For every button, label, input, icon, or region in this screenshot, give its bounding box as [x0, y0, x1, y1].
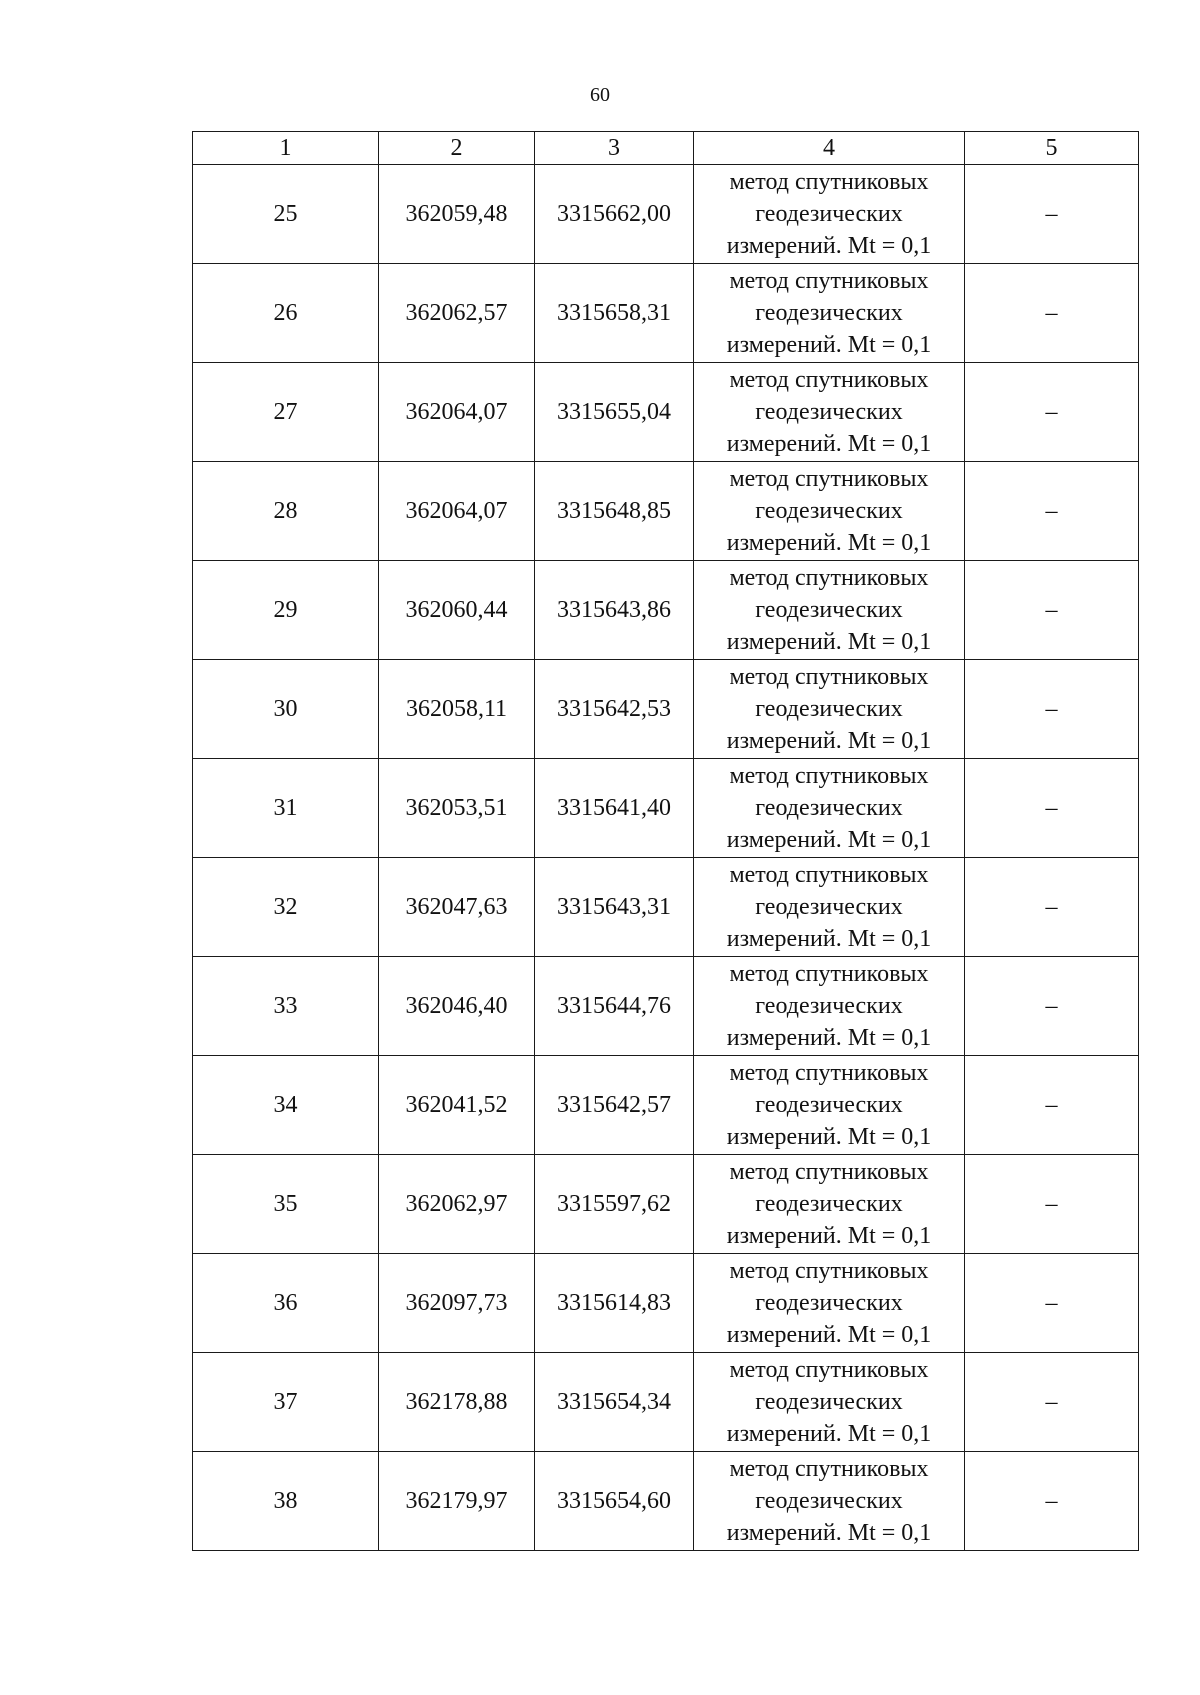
table-row: [193, 858, 1139, 957]
y-coordinate-cell: 3315641,40: [535, 759, 694, 858]
table-body: [193, 165, 1139, 1551]
x-coordinate-cell: 362046,40: [379, 957, 535, 1056]
y-coordinate-cell: 3315643,86: [535, 561, 694, 660]
y-coordinate-cell: 3315642,57: [535, 1056, 694, 1155]
note-cell: –: [965, 858, 1139, 957]
x-coordinate-cell: 362062,97: [379, 1155, 535, 1254]
point-number-cell: 37: [193, 1353, 379, 1452]
point-number-cell: 35: [193, 1155, 379, 1254]
method-cell: [694, 1155, 965, 1254]
x-coordinate-cell: 362097,73: [379, 1254, 535, 1353]
note-cell: –: [965, 1155, 1139, 1254]
table-row: [193, 759, 1139, 858]
column-header-5: 5: [965, 132, 1139, 165]
table-row: [193, 660, 1139, 759]
method-cell: [694, 858, 965, 957]
table-row: [193, 462, 1139, 561]
note-cell: –: [965, 957, 1139, 1056]
method-line: измерений. Mt = 0,1: [726, 233, 932, 259]
method-line: геодезических: [755, 498, 903, 524]
table-row: [193, 1056, 1139, 1155]
note-cell: –: [965, 1056, 1139, 1155]
method-line: метод спутниковых: [729, 169, 929, 195]
table-row: [193, 957, 1139, 1056]
x-coordinate-cell: 362178,88: [379, 1353, 535, 1452]
method-line: геодезических: [755, 1092, 903, 1118]
method-line: измерений. Mt = 0,1: [726, 827, 932, 853]
table-row: [193, 1155, 1139, 1254]
method-line: геодезических: [755, 399, 903, 425]
y-coordinate-cell: 3315662,00: [535, 165, 694, 264]
method-cell: [694, 561, 965, 660]
note-cell: –: [965, 264, 1139, 363]
column-header-1: 1: [193, 132, 379, 165]
x-coordinate-cell: 362060,44: [379, 561, 535, 660]
point-number-cell: 29: [193, 561, 379, 660]
note-cell: –: [965, 1353, 1139, 1452]
method-line: измерений. Mt = 0,1: [726, 1124, 932, 1150]
point-number-cell: 31: [193, 759, 379, 858]
method-line: метод спутниковых: [729, 961, 929, 987]
method-line: измерений. Mt = 0,1: [726, 332, 932, 358]
method-cell: [694, 363, 965, 462]
method-line: метод спутниковых: [729, 1357, 929, 1383]
column-header-2: 2: [379, 132, 535, 165]
method-line: метод спутниковых: [729, 466, 929, 492]
note-cell: –: [965, 462, 1139, 561]
method-line: геодезических: [755, 300, 903, 326]
method-cell: [694, 957, 965, 1056]
x-coordinate-cell: 362047,63: [379, 858, 535, 957]
x-coordinate-cell: 362058,11: [379, 660, 535, 759]
note-cell: –: [965, 561, 1139, 660]
method-cell: [694, 1452, 965, 1551]
method-cell: [694, 1056, 965, 1155]
point-number-cell: 25: [193, 165, 379, 264]
y-coordinate-cell: 3315658,31: [535, 264, 694, 363]
method-line: метод спутниковых: [729, 1159, 929, 1185]
method-line: измерений. Mt = 0,1: [726, 1322, 932, 1348]
method-cell: [694, 1254, 965, 1353]
y-coordinate-cell: 3315614,83: [535, 1254, 694, 1353]
method-line: геодезических: [755, 1389, 903, 1415]
table-row: [193, 1353, 1139, 1452]
point-number-cell: 32: [193, 858, 379, 957]
method-line: геодезических: [755, 795, 903, 821]
table-row: [193, 1452, 1139, 1551]
method-line: измерений. Mt = 0,1: [726, 431, 932, 457]
method-line: метод спутниковых: [729, 862, 929, 888]
point-number-cell: 26: [193, 264, 379, 363]
y-coordinate-cell: 3315654,60: [535, 1452, 694, 1551]
note-cell: –: [965, 363, 1139, 462]
method-line: метод спутниковых: [729, 1456, 929, 1482]
method-line: геодезических: [755, 894, 903, 920]
method-line: геодезических: [755, 1488, 903, 1514]
method-line: геодезических: [755, 696, 903, 722]
method-line: метод спутниковых: [729, 1060, 929, 1086]
method-cell: [694, 759, 965, 858]
y-coordinate-cell: 3315648,85: [535, 462, 694, 561]
method-line: метод спутниковых: [729, 664, 929, 690]
point-number-cell: 36: [193, 1254, 379, 1353]
method-line: измерений. Mt = 0,1: [726, 530, 932, 556]
note-cell: –: [965, 759, 1139, 858]
note-cell: –: [965, 1452, 1139, 1551]
method-line: измерений. Mt = 0,1: [726, 1421, 932, 1447]
method-line: геодезических: [755, 1191, 903, 1217]
table-row: [193, 264, 1139, 363]
method-line: измерений. Mt = 0,1: [726, 629, 932, 655]
note-cell: –: [965, 660, 1139, 759]
method-cell: [694, 165, 965, 264]
x-coordinate-cell: 362179,97: [379, 1452, 535, 1551]
y-coordinate-cell: 3315655,04: [535, 363, 694, 462]
method-line: геодезических: [755, 993, 903, 1019]
point-number-cell: 33: [193, 957, 379, 1056]
x-coordinate-cell: 362062,57: [379, 264, 535, 363]
method-line: метод спутниковых: [729, 268, 929, 294]
x-coordinate-cell: 362064,07: [379, 363, 535, 462]
method-line: метод спутниковых: [729, 367, 929, 393]
method-line: измерений. Mt = 0,1: [726, 1025, 932, 1051]
table-row: [193, 165, 1139, 264]
method-line: метод спутниковых: [729, 565, 929, 591]
method-line: измерений. Mt = 0,1: [726, 926, 932, 952]
x-coordinate-cell: 362064,07: [379, 462, 535, 561]
x-coordinate-cell: 362059,48: [379, 165, 535, 264]
method-cell: [694, 264, 965, 363]
method-cell: [694, 660, 965, 759]
x-coordinate-cell: 362053,51: [379, 759, 535, 858]
method-line: измерений. Mt = 0,1: [726, 1223, 932, 1249]
table-row: [193, 1254, 1139, 1353]
y-coordinate-cell: 3315643,31: [535, 858, 694, 957]
x-coordinate-cell: 362041,52: [379, 1056, 535, 1155]
note-cell: –: [965, 165, 1139, 264]
point-number-cell: 30: [193, 660, 379, 759]
method-line: геодезических: [755, 597, 903, 623]
y-coordinate-cell: 3315597,62: [535, 1155, 694, 1254]
method-line: геодезических: [755, 1290, 903, 1316]
point-number-cell: 38: [193, 1452, 379, 1551]
table-header-row: [193, 132, 1139, 165]
y-coordinate-cell: 3315644,76: [535, 957, 694, 1056]
method-line: измерений. Mt = 0,1: [726, 1520, 932, 1546]
note-cell: –: [965, 1254, 1139, 1353]
method-cell: [694, 462, 965, 561]
method-cell: [694, 1353, 965, 1452]
coordinates-table: [192, 131, 1139, 1551]
column-header-3: 3: [535, 132, 694, 165]
method-line: метод спутниковых: [729, 763, 929, 789]
point-number-cell: 34: [193, 1056, 379, 1155]
table-row: [193, 363, 1139, 462]
y-coordinate-cell: 3315654,34: [535, 1353, 694, 1452]
method-line: геодезических: [755, 201, 903, 227]
method-line: метод спутниковых: [729, 1258, 929, 1284]
table-row: [193, 561, 1139, 660]
page-number: 60: [590, 84, 610, 106]
method-line: измерений. Mt = 0,1: [726, 728, 932, 754]
point-number-cell: 27: [193, 363, 379, 462]
column-header-4: 4: [694, 132, 965, 165]
y-coordinate-cell: 3315642,53: [535, 660, 694, 759]
point-number-cell: 28: [193, 462, 379, 561]
